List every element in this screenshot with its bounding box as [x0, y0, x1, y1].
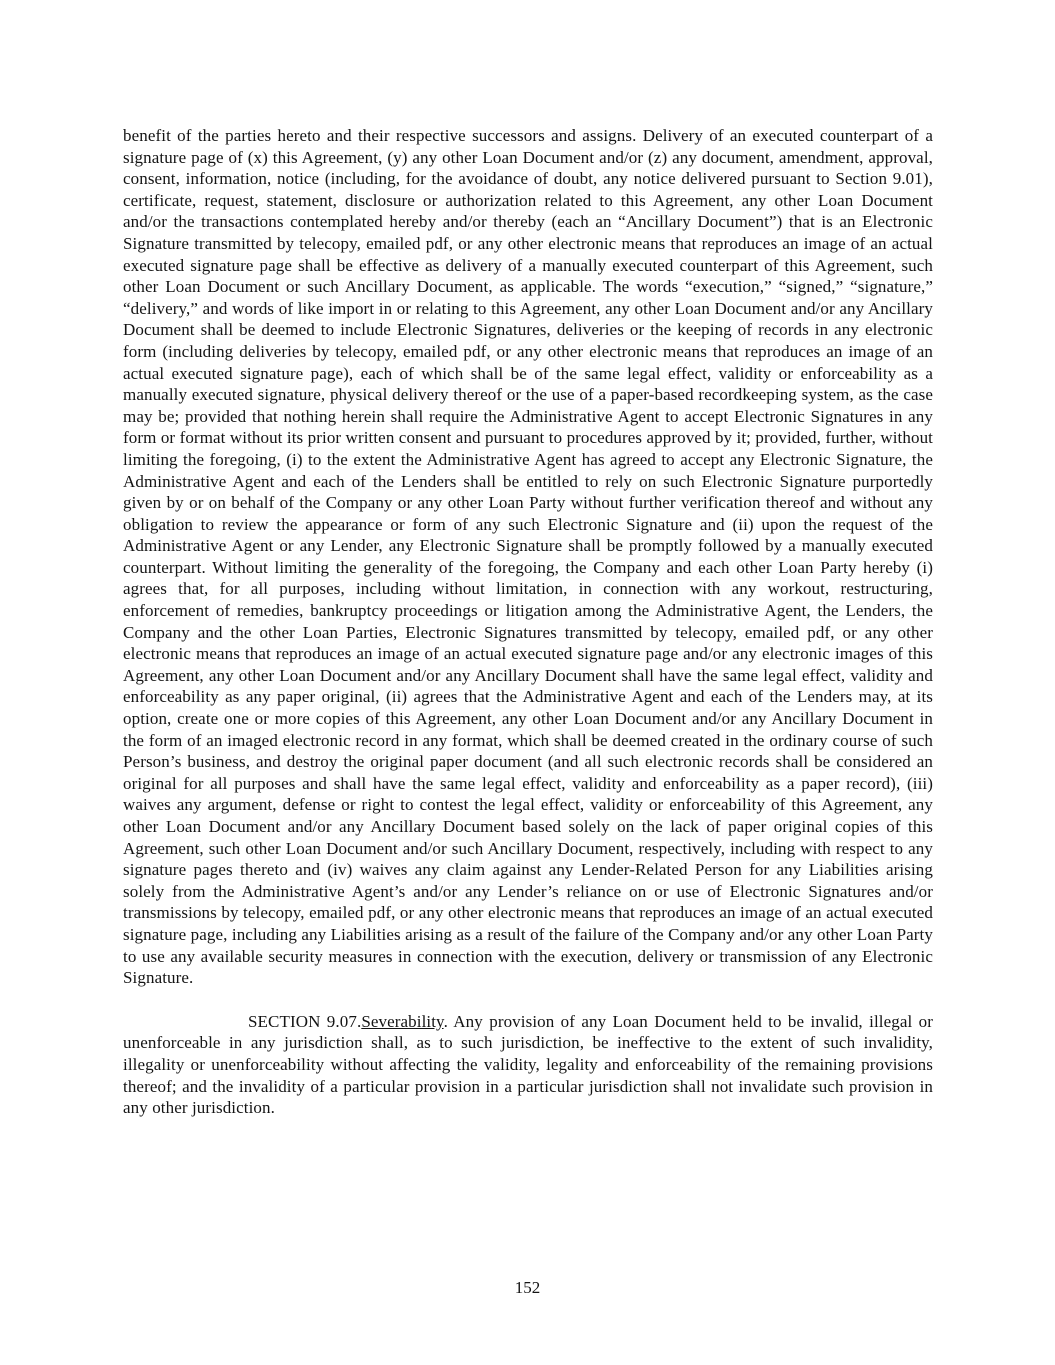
page-number: 152: [514, 1278, 541, 1297]
paragraph-severability: [123, 1011, 933, 1119]
section-title: Severability: [361, 1011, 444, 1031]
document-body: [123, 125, 933, 1119]
paragraph-electronic-execution: benefit of the parties hereto and their respective successors and assigns. Delivery of an executed counterpart of a signature page of (x) this Agreement, (y) any other Loan Document and/or (z) any document, amendment, approval, consent, information, notice (including, for the avoidance of doubt, any notice delivered pursuant to Section 9.01), certificate, request, statement, disclosure or authorization related to this Agreement, any other Loan Document and/or the transactions contemplated hereby and/or thereby (each an “Ancillary Document”) that is an Electronic Signature transmitted by telecopy, emailed pdf, or any other electronic means that reproduces an image of an actual executed signature page shall be effective as delivery of a manually executed counterpart of this Agreement, such other Loan Document or such Ancillary Document, as applicable. The words “execution,” “signed,” “signature,” “delivery,” and words of like import in or relating to this Agreement, any other Loan Document and/or any Ancillary Document shall be deemed to include Electronic Signatures, deliveries or the keeping of records in any electronic form (including deliveries by telecopy, emailed pdf, or any other electronic means that reproduces an image of an actual executed signature page), each of which shall be of the same legal effect, validity or enforceability as a manually executed signature, physical delivery thereof or the use of a paper-based recordkeeping system, as the case may be; provided that nothing herein shall require the Administrative Agent to accept Electronic Signatures in any form or format without its prior written consent and pursuant to procedures approved by it; provided, further, without limiting the foregoing, (i) to the extent the Administrative Agent has agreed to accept any Electronic Signature, the Administrative Agent and each of the Lenders shall be entitled to rely on such Electronic Signature purportedly given by or on behalf of the Company or any other Loan Party without further verification thereof and without any obligation to review the appearance or form of any such Electronic Signature and (ii) upon the request of the Administrative Agent or any Lender, any Electronic Signature shall be promptly followed by a manually executed counterpart. Without limiting the generality of the foregoing, the Company and each other Loan Party hereby (i) agrees that, for all purposes, including without limitation, in connection with any workout, restructuring, enforcement of remedies, bankruptcy proceedings or litigation among the Administrative Agent, the Lenders, the Company and the other Loan Parties, Electronic Signatures transmitted by telecopy, emailed pdf, or any other electronic means that reproduces an image of an actual executed signature page and/or any electronic images of this Agreement, any other Loan Document and/or any Ancillary Document shall have the same legal effect, validity and enforceability as any paper original, (ii) agrees that the Administrative Agent and each of the Lenders may, at its option, create one or more copies of this Agreement, any other Loan Document and/or any Ancillary Document in the form of an imaged electronic record in any format, which shall be deemed created in the ordinary course of such Person’s business, and destroy the original paper document (and all such electronic records shall be considered an original for all purposes and shall have the same legal effect, validity and enforceability as a paper record), (iii) waives any argument, defense or right to contest the legal effect, validity or enforceability of this Agreement, any other Loan Document and/or any Ancillary Document based solely on the lack of paper original copies of this Agreement, such other Loan Document and/or such Ancillary Document, respectively, including with respect to any signature pages thereto and (iv) waives any claim against any Lender-Related Person for any Liabilities arising solely from the Administrative Agent’s and/or any Lender’s reliance on or use of Electronic Signatures and/or transmissions by telecopy, emailed pdf, or any other electronic means that reproduces an image of an actual executed signature page, including any Liabilities arising as a result of the failure of the Company and/or any other Loan Party to use any available security measures in connection with the execution, delivery or transmission of any Electronic Signature.: [123, 126, 933, 988]
section-body: . Any provision of any Loan Document held to be invalid, illegal or unenforceable in any jurisdiction shall, as to such jurisdiction, be ineffective to the extent of such invalidity, illegality or unenforceability without affecting the validity, legality and enforceability of the remaining provisions thereof; and the invalidity of a particular provision in a particular jurisdiction shall not invalidate such provision in any other jurisdiction.: [123, 1011, 933, 1118]
section-label: SECTION 9.07.: [248, 1011, 362, 1031]
